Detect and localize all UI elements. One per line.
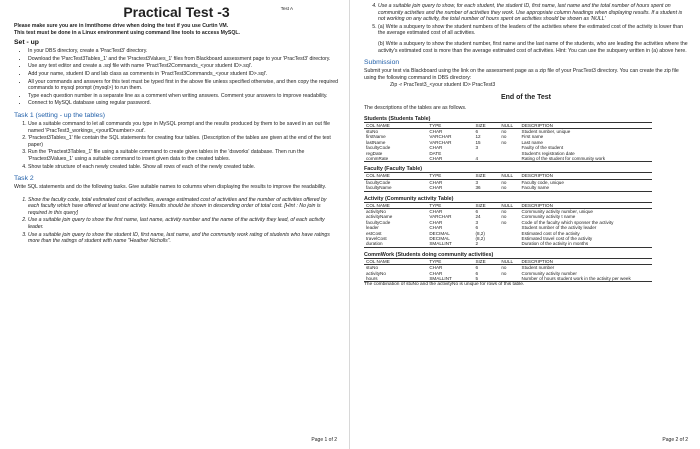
table-title: Faculty (Faculty Table) xyxy=(364,166,423,173)
table-cell: Community activity number xyxy=(521,270,577,276)
table-cell: Community activity t name xyxy=(521,214,576,220)
table-cell: VARCHAR xyxy=(429,139,452,145)
setup-item: • Download the 'ParcTest3Tables_1' and the 'Practest3Values_1' files from Blackboard assessment page to your 'PracTest3' directory. xyxy=(28,56,339,63)
table-cell: CHAR xyxy=(429,225,443,231)
table-cell: activityNo xyxy=(366,209,386,214)
task2-list-continued xyxy=(364,3,688,54)
intro-line-1: Please make sure you are in /mnt/home drive when doing the test if you use Curtin VM. xyxy=(14,23,229,29)
table-cell: CHAR xyxy=(429,219,443,225)
task2-list xyxy=(14,197,339,245)
table-cell: activityName xyxy=(366,214,393,220)
table-title: Students (Students Table) xyxy=(364,115,431,122)
table-cell: 3 xyxy=(475,219,478,225)
table-cell: stuNo xyxy=(366,128,379,134)
table-cell: estCost xyxy=(366,230,382,236)
table-cell: CHAR xyxy=(429,265,443,271)
setup-item: • In your DBS directory, create a 'PracTest3' directory. xyxy=(28,48,339,55)
zip-command: Zip -r PracTest3_<your student ID> PracTest3 xyxy=(390,82,496,89)
table-cell: no xyxy=(501,265,507,271)
table-row xyxy=(364,156,652,162)
table-cell: facultyCode xyxy=(366,179,391,185)
table-cell: commRate xyxy=(364,156,427,162)
table-descriptions xyxy=(364,116,688,283)
task1-list xyxy=(14,121,339,170)
table-cell: Last name xyxy=(521,139,543,145)
table-title: Activity (Community activity Table) xyxy=(364,195,454,202)
schema-table xyxy=(364,172,652,191)
column-header: DESCRIPTION xyxy=(520,122,653,128)
table-cell: First name xyxy=(521,134,544,140)
table-cell: VARCHAR xyxy=(429,134,452,140)
table-cell: no xyxy=(501,214,507,220)
test-title xyxy=(14,4,339,20)
column-header: COL NAME xyxy=(364,202,427,208)
table-cell: Estimated travel cost of the activity xyxy=(521,236,593,242)
table-cell: SMALLINT xyxy=(427,276,473,282)
table-cell: no xyxy=(499,185,519,191)
task2-item: 2. Use a suitable join query to show the first name, last name, activity number and the name of the activity they lead, of each activity leader. xyxy=(28,217,339,230)
table-cell: travelCost xyxy=(366,236,387,242)
table-cell xyxy=(499,241,519,247)
table-title: CommWork (Students doing community activities) xyxy=(364,251,494,258)
table-cell: Student number, unique xyxy=(521,128,571,134)
column-header: DESCRIPTION xyxy=(520,258,653,264)
q5b-text: (b) Write a subquery to show the student number, first name and the last name of the students, who are leading the activities where the activity's estimated cost is more than the average estimated cost of activities. Hint: You can use the subquery written in (a) above here. xyxy=(378,40,688,54)
table-cell: Duration of the activity in months xyxy=(520,241,653,247)
table-cell: 3 xyxy=(475,179,478,185)
table-cell: 36 xyxy=(473,185,499,191)
column-header: SIZE xyxy=(473,202,499,208)
table-cell: CHAR xyxy=(427,156,473,162)
task1-item: 3. Run the 'Practest3Tables_1' file using a suitable command to create given tables in the 'dsworks' database. Then run the 'Practest3Values_1' using a suitable command to insert given data to the created tables. xyxy=(28,149,339,162)
column-header: TYPE xyxy=(427,258,473,264)
table-cell: facultyCode xyxy=(366,219,391,225)
table-cell: 24 xyxy=(475,214,481,220)
table-cell: 2 xyxy=(473,241,499,247)
table-cell: no xyxy=(501,139,507,145)
column-header: COL NAME xyxy=(364,258,427,264)
end-of-test: End of the Test xyxy=(500,93,552,101)
table-cell: DATE xyxy=(429,150,442,156)
table-cell: stuNo xyxy=(366,265,379,271)
column-header: TYPE xyxy=(427,122,473,128)
task2-intro: Write SQL statements and do the following tasks. Give suitable names to columns when displaying the results to improve the readability. xyxy=(14,184,327,191)
table-cell: CHAR xyxy=(429,270,443,276)
intro-line-2: This test must be done in a Linux environment using command line tools to access MySQL. xyxy=(14,29,240,36)
tables-intro: The descriptions of the tables are as follows. xyxy=(364,104,467,111)
table-cell: 6 xyxy=(475,265,478,271)
table-cell: 6 xyxy=(475,225,478,231)
column-header: SIZE xyxy=(473,173,499,179)
table-cell: Code of the faculty which sponser the activity xyxy=(521,219,614,225)
column-header: DESCRIPTION xyxy=(520,173,653,179)
table-cell: DECIMAL xyxy=(429,230,450,236)
setup-item: • Add your name, student ID and lab class as comments in 'PractTest3Commands_<your student ID>.sql'. xyxy=(28,71,339,78)
table-cell: 12 xyxy=(475,134,481,140)
table-cell: Faulty of the student xyxy=(521,145,564,151)
table-cell: activityNo xyxy=(366,270,386,276)
table-cell: firstName xyxy=(366,134,386,140)
test-badge: Test A xyxy=(280,6,293,11)
table-cell: Student's registration date xyxy=(521,150,575,156)
page-1-footer: Page 1 of 2 xyxy=(311,437,337,443)
setup-item: • All your commands and answers for this test must be typed first in the above file unless specified otherwise, and then copy the required commands to mysql prompt (mysql>) to run them. xyxy=(28,79,339,92)
table-cell: 4 xyxy=(473,156,499,162)
table-cell: 3 xyxy=(475,145,478,151)
column-header: TYPE xyxy=(427,173,473,179)
task2-item: 3. Use a suitable join query to show the student ID, first name, last name, and the community work rating of students who have ratings more than the ratings of student with name "Heather Nicholls". xyxy=(28,232,339,245)
column-header: NULL xyxy=(499,258,519,264)
schema-table xyxy=(364,122,652,163)
task2-item: 1. Show the faculty code, total estimated cost of activities, average estimated cost of activities and the number of activities offered by each faculty which have offered at least one activity. Results should be shown in descending order of total cost. [Hint : No join is required in this query] xyxy=(28,197,339,217)
task1-item: 2. 'Practest3Tables_1' file contain the SQL statements for creating four tables. (Description of the tables are given at the end of the test paper) xyxy=(28,135,339,148)
schema-table xyxy=(364,258,652,283)
table-row xyxy=(364,185,652,191)
column-header: COL NAME xyxy=(364,173,427,179)
column-header: TYPE xyxy=(427,202,473,208)
table-cell: Estimated cost of the activity xyxy=(521,230,580,236)
table-cell: Faculty name xyxy=(520,185,653,191)
table-cell: 6 xyxy=(475,209,478,214)
table-cell: no xyxy=(501,209,507,214)
column-header: SIZE xyxy=(473,258,499,264)
column-header: NULL xyxy=(499,202,519,208)
setup-list xyxy=(14,48,339,107)
table-cell: CHAR xyxy=(429,209,443,214)
table-cell: Rating of the student for community work xyxy=(520,156,653,162)
task2-item: 4. Use a suitable join query to show, for each student, the student ID, first name, last name and the total number of hours spent on community activities and the number of activities they work. Use appropriate column headings when displaying results. If a student is not working on any activity, the total number of hours spent on activities should be shown as 'NULL' xyxy=(378,3,688,23)
table-cell: CHAR xyxy=(429,145,443,151)
table-cell: duration xyxy=(364,241,427,247)
table-cell: VARCHAR xyxy=(429,214,452,220)
q5a-text: 5. (a) Write a subquery to show the student numbers of the leaders of the activities where the estimated cost of the activity is lower than the average estimated cost of all activities. xyxy=(378,23,683,37)
setup-item: • Connect to MySQL database using regular password. xyxy=(28,100,339,107)
task2-heading: Task 2 xyxy=(14,175,34,183)
column-header: COL NAME xyxy=(364,122,427,128)
table-cell: 5 xyxy=(473,276,499,282)
table-cell: Student number xyxy=(521,265,555,271)
title-text: Practical Test -3 xyxy=(123,4,230,20)
table-cell: Number of hours student work in the activity per week xyxy=(520,276,653,282)
setup-item: • Use any text editor and create a .sql file with name 'PractTest2Commands_<your student ID>.sql'. xyxy=(28,63,339,70)
table-cell: CHAR xyxy=(429,179,443,185)
table-cell: SMALLINT xyxy=(427,241,473,247)
table-cell: Community activity number, unique xyxy=(521,209,593,214)
submission-text: Submit your test via Blackboard using the link on the assessment page as a zip file of your PracTest3 directory. You can create the zip file using the following command in DBS directory: xyxy=(364,68,679,81)
task2-item-5 xyxy=(378,24,688,54)
table-cell: facultyCode xyxy=(366,145,391,151)
table-cell: no xyxy=(501,179,507,185)
table-cell: 6 xyxy=(475,270,478,276)
table-cell: (8,2) xyxy=(475,236,485,242)
table-cell: 15 xyxy=(475,139,481,145)
setup-heading: Set - up xyxy=(14,39,39,47)
task1-item: 4. Show table structure of each newly created table. Show all rows of each of the newly created table. xyxy=(28,164,339,171)
task1-heading: Task 1 (setting - up the tables) xyxy=(14,111,106,119)
page-2 xyxy=(350,0,700,449)
table-cell: Faculty code, unique xyxy=(521,179,564,185)
column-header: DESCRIPTION xyxy=(520,202,653,208)
table-cell: 6 xyxy=(475,128,478,134)
table-cell: no xyxy=(501,134,507,140)
page-2-footer: Page 2 of 2 xyxy=(662,437,688,443)
submission-heading: Submission xyxy=(364,59,400,67)
column-header: NULL xyxy=(499,173,519,179)
task1-item: 1. Use a suitable command to let all commands you type in MySQL prompt and the results produced by them to be saved in an out file named 'PracTest3_workings_<yourIDnumber>.out'. xyxy=(28,121,339,134)
schema-table xyxy=(364,202,652,248)
table-cell: no xyxy=(501,270,507,276)
table-cell xyxy=(499,156,519,162)
setup-item: • Type each question number in a separate line as a comment when writing answers. Comment your answers to improve readability. xyxy=(28,93,339,100)
table-cell: leader xyxy=(366,225,379,231)
table-cell: CHAR xyxy=(429,128,443,134)
commwork-note: The combination of stuNo and the activityNo is unique for rows of this table. xyxy=(364,282,525,288)
table-cell: lastName xyxy=(366,139,386,145)
table-cell: DECIMAL xyxy=(429,236,450,242)
table-cell: no xyxy=(501,128,507,134)
table-cell: facultyName xyxy=(364,185,427,191)
column-header: NULL xyxy=(499,122,519,128)
table-cell: regDate xyxy=(366,150,383,156)
table-row xyxy=(364,241,652,247)
column-header: SIZE xyxy=(473,122,499,128)
table-cell: CHAR xyxy=(427,185,473,191)
table-cell: (8,2) xyxy=(475,230,485,236)
table-cell: no xyxy=(501,219,507,225)
table-cell: hours xyxy=(364,276,427,282)
table-cell: Student number of the activity leader xyxy=(521,225,597,231)
